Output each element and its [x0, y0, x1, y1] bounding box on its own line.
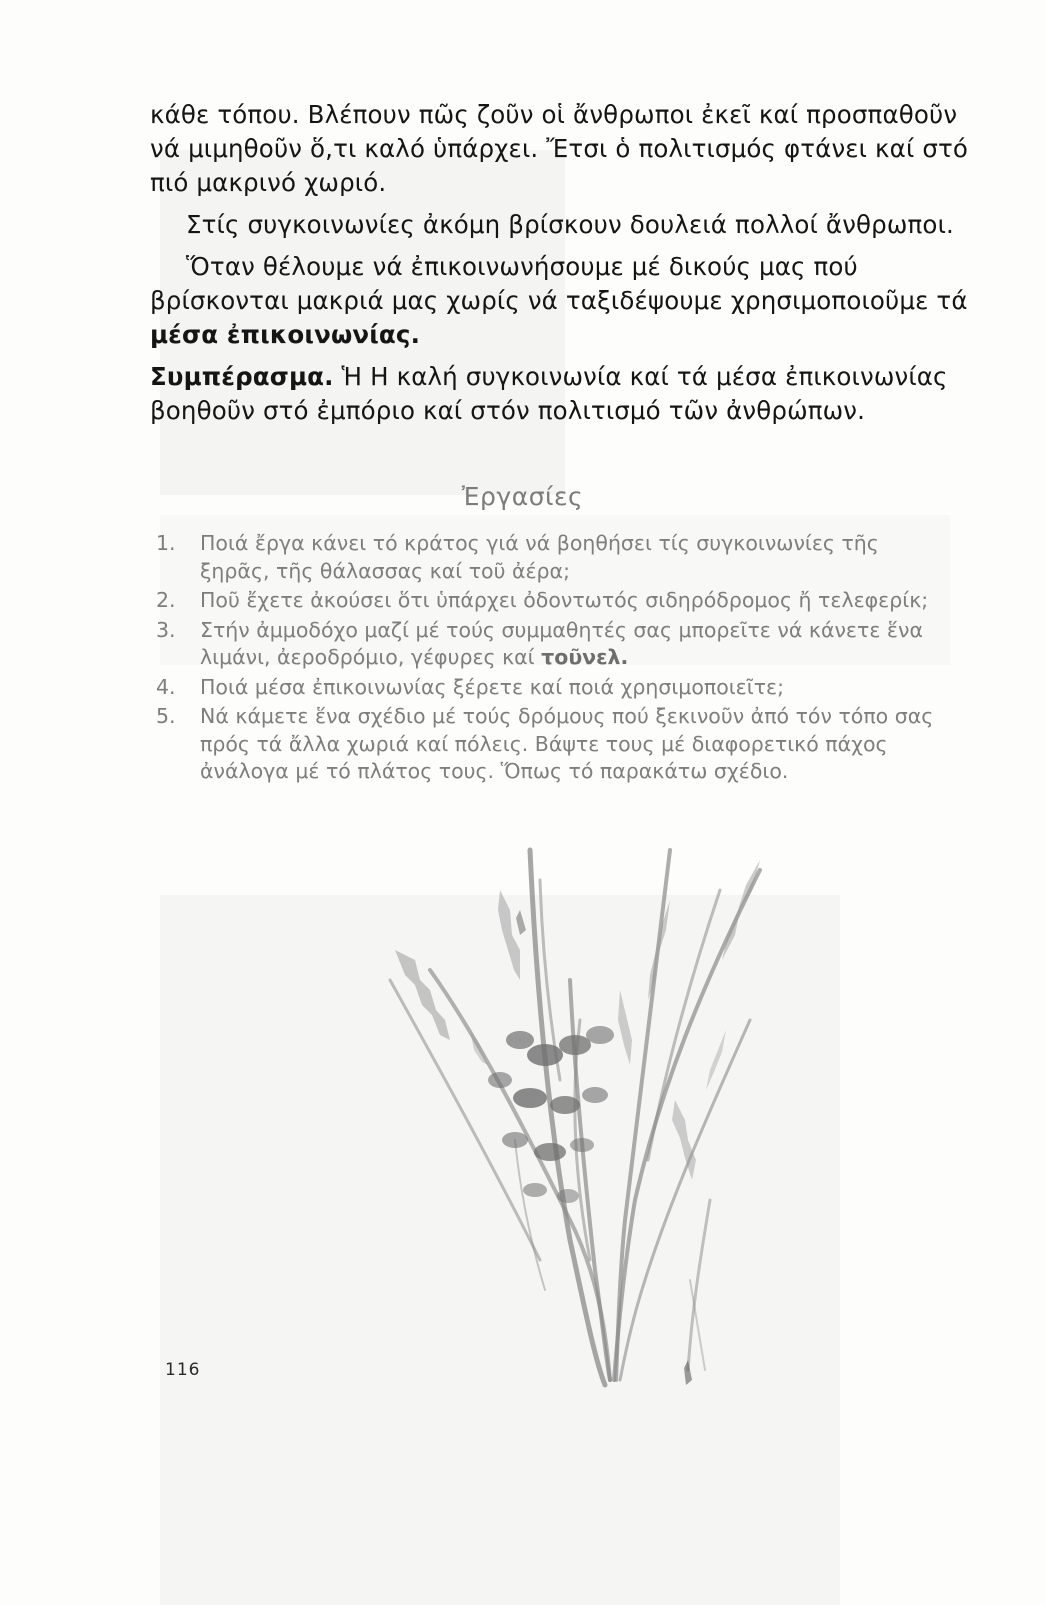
reed-plume	[534, 1143, 566, 1161]
exercise-text: Στήν ἀμμοδόχο μαζί μέ τούς συμμαθητές σας μπορεῖτε νά κάνετε ἕνα λιμάνι, ἀεροδρόμιο, γέφυρες καί	[200, 617, 923, 669]
conclusion-paragraph	[150, 360, 970, 428]
reed-leaf	[672, 1100, 696, 1180]
exercise-text: Ποῦ ἔχετε ἀκούσει ὅτι ὑπάρχει ὀδοντωτός σιδηρόδρομος ἤ τελεφερίκ;	[200, 588, 929, 612]
paragraph-2	[150, 208, 970, 242]
conclusion-lead: Ἡ	[341, 362, 363, 391]
exercise-bold-term: τοῦνελ.	[541, 645, 629, 669]
exercise-list	[156, 530, 936, 788]
reed-stalk	[620, 1020, 750, 1380]
reed-leaf	[618, 990, 632, 1065]
reed-stalks	[390, 850, 760, 1385]
exercise-item	[156, 530, 936, 585]
exercise-number: 1.	[156, 531, 176, 555]
exercise-item	[156, 703, 936, 786]
reed-leaf	[648, 900, 670, 1000]
exercise-text: Νά κάμετε ἕνα σχέδιο μέ τούς δρόμους πού ξεκινοῦν ἀπό τόν τόπο σας πρός τά ἄλλα χωριά καί πόλεις. Βάψτε τους μέ διαφορετικό πάχος ἀνάλογα μέ τό πλάτος τους. Ὅπως τό παρακάτω σχέδιο.	[200, 704, 934, 783]
paragraph-3	[150, 250, 970, 352]
reed-plume	[527, 1044, 563, 1066]
paragraph-1: κάθε τόπου. Βλέπουν πῶς ζοῦν οἱ ἄνθρωποι ἐκεῖ καί προσπαθοῦν νά μιμηθοῦν ὅ,τι καλό ὑπάρχει. Ἔτσι ὁ πολιτισμός φτάνει καί στό πιό μακρινό χωριό.	[150, 100, 969, 197]
reed-plume	[559, 1035, 591, 1055]
exercise-number: 3.	[156, 617, 176, 642]
exercise-item	[156, 617, 936, 672]
reed-tip	[684, 1360, 692, 1385]
conclusion-text: Η καλή συγκοινωνία καί τά μέσα ἐπικοινωνίας βοηθοῦν στό ἐμπόριο καί στόν πολιτισμό τῶν ἀνθρώπων.	[150, 362, 948, 425]
exercises-heading: Ἐργασίες	[461, 482, 584, 511]
reed-tip	[516, 910, 526, 935]
reed-plume	[488, 1072, 512, 1088]
exercise-item	[156, 587, 936, 615]
reed-plume	[582, 1087, 608, 1103]
reed-leaf	[395, 950, 450, 1040]
exercise-text: Ποιά ἔργα κάνει τό κράτος γιά νά βοηθήσει τίς συγκοινωνίες τῆς ξηρᾶς, τῆς θάλασσας καί τοῦ ἀέρα;	[200, 531, 879, 583]
reed-plume	[506, 1031, 534, 1049]
exercise-item	[156, 674, 936, 702]
main-body-text	[150, 98, 970, 428]
reed-plume	[502, 1132, 528, 1148]
reed-plume	[513, 1088, 547, 1108]
paragraph-3-text: Ὅταν θέλουμε νά ἐπικοινωνήσουμε μέ δικούς μας πού βρίσκονται μακριά μας χωρίς νά ταξιδέψουμε χρησιμοποιοῦμε τά	[150, 252, 968, 315]
exercise-number: 2.	[156, 588, 176, 612]
bold-term: μέσα ἐπικοινωνίας.	[150, 320, 421, 349]
reed-leaves	[395, 860, 760, 1180]
paragraph-2-text: Στίς συγκοινωνίες ἀκόμη βρίσκουν δουλειά πολλοί ἄνθρωποι.	[186, 210, 954, 239]
reed-plume	[557, 1189, 579, 1203]
conclusion-label: Συμπέρασμα.	[150, 362, 334, 391]
reed-plume	[586, 1026, 614, 1044]
exercise-text: Ποιά μέσα ἐπικοινωνίας ξέρετε καί ποιά χρησιμοποιεῖτε;	[200, 674, 785, 699]
reed-leaf	[498, 890, 520, 980]
reed-leaf	[470, 1030, 488, 1065]
reeds-illustration	[370, 840, 790, 1400]
reed-plume	[523, 1183, 547, 1197]
reed-plume	[550, 1096, 580, 1114]
page-number: 116	[165, 1360, 201, 1380]
reed-plume	[570, 1138, 594, 1152]
exercise-number: 5.	[156, 704, 176, 728]
exercise-number: 4.	[156, 674, 176, 699]
